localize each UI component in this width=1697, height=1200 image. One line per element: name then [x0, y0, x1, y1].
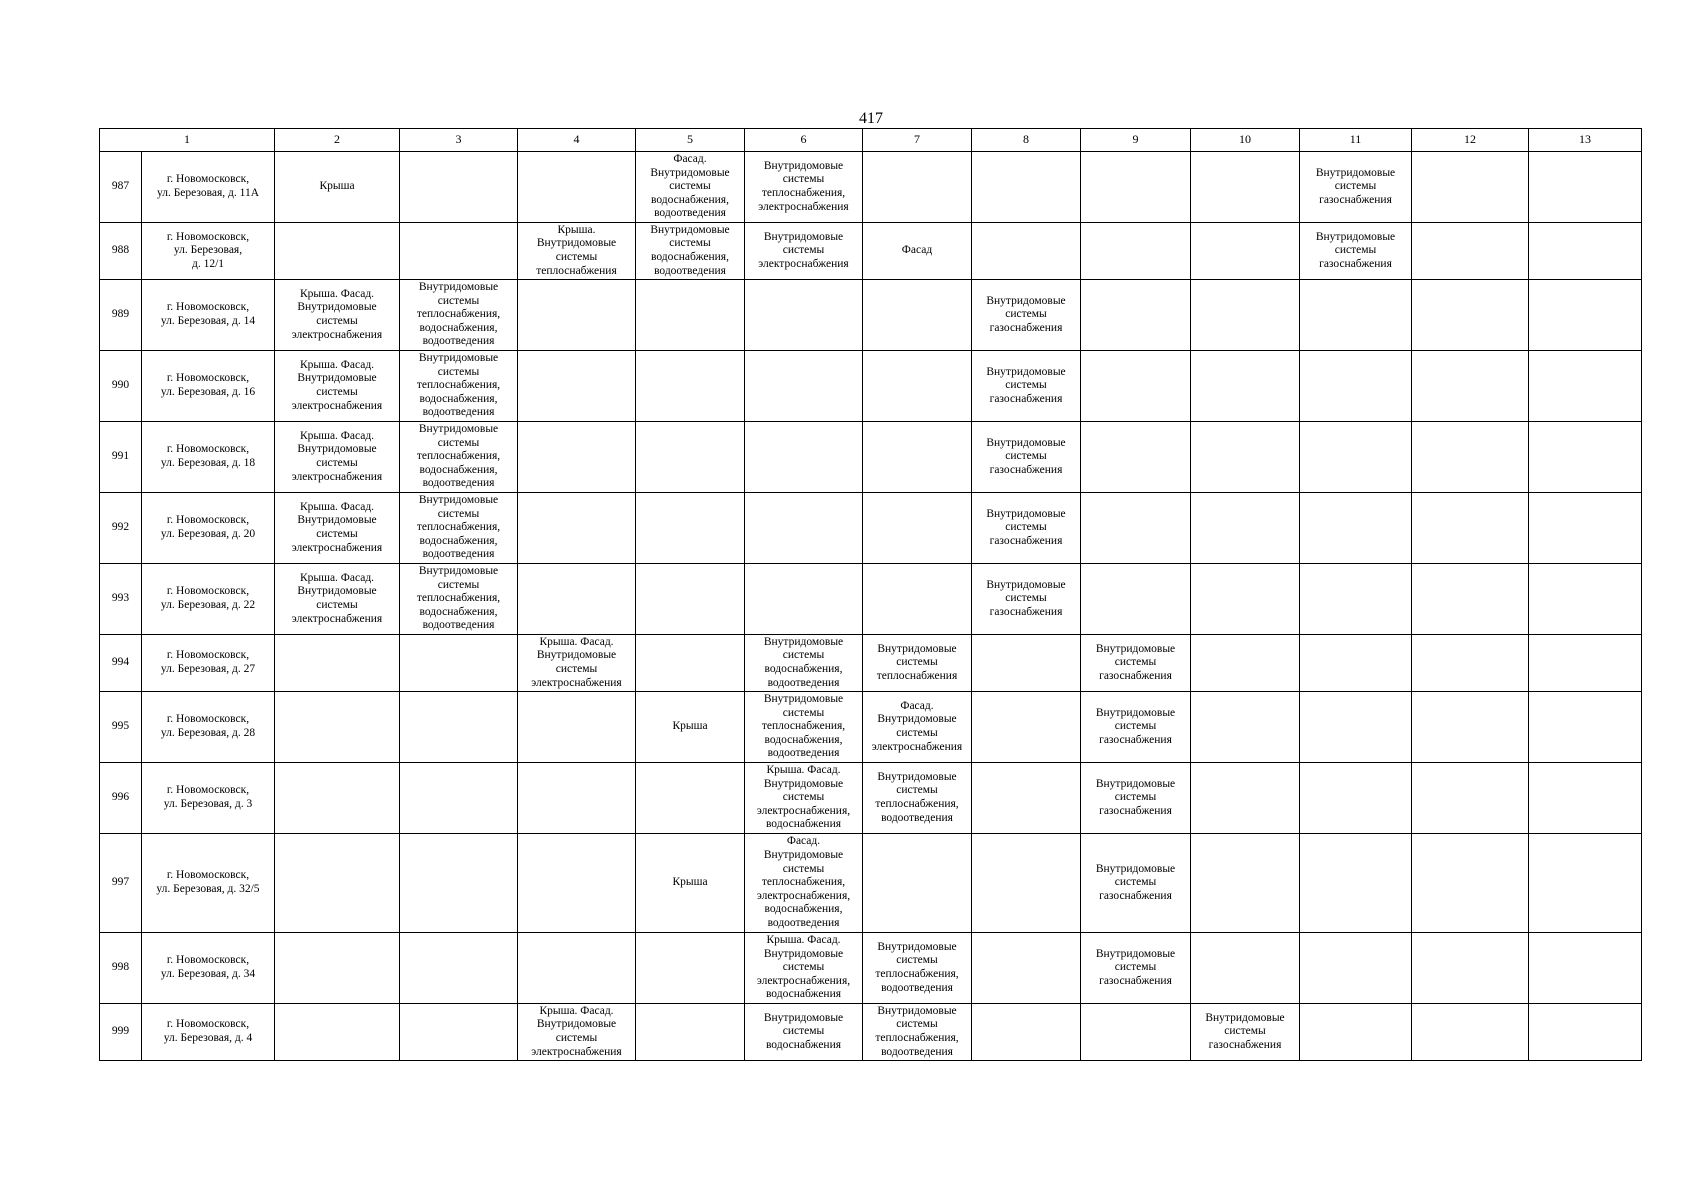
column-header: 2 [275, 129, 400, 152]
work-cell-col-5 [636, 763, 745, 834]
work-cell-col-10 [1191, 564, 1300, 635]
address-cell: г. Новомосковск, ул. Березовая, д. 18 [142, 422, 275, 493]
work-cell-col-7: Внутридомовые системы теплоснабжения, водоотведения [863, 933, 972, 1004]
work-cell-col-7 [863, 280, 972, 351]
work-cell-col-12 [1412, 152, 1529, 223]
work-cell-col-11 [1300, 422, 1412, 493]
table-row [100, 635, 1642, 692]
address-cell: г. Новомосковск, ул. Березовая, д. 32/5 [142, 834, 275, 933]
work-cell-col-10 [1191, 422, 1300, 493]
address-cell: г. Новомосковск, ул. Березовая, д. 22 [142, 564, 275, 635]
work-cell-col-4 [518, 933, 636, 1004]
work-cell-col-7: Внутридомовые системы теплоснабжения, водоотведения [863, 763, 972, 834]
row-number: 988 [100, 223, 142, 280]
work-cell-col-12 [1412, 223, 1529, 280]
address-cell: г. Новомосковск, ул. Березовая, д. 34 [142, 933, 275, 1004]
work-cell-col-5: Крыша [636, 692, 745, 763]
table-row [100, 152, 1642, 223]
work-cell-col-13 [1529, 493, 1642, 564]
address-cell: г. Новомосковск, ул. Березовая, д. 4 [142, 1004, 275, 1061]
work-cell-col-9: Внутридомовые системы газоснабжения [1081, 692, 1191, 763]
work-cell-col-9: Внутридомовые системы газоснабжения [1081, 834, 1191, 933]
work-cell-col-10 [1191, 933, 1300, 1004]
work-cell-col-7 [863, 152, 972, 223]
row-number: 991 [100, 422, 142, 493]
work-cell-col-13 [1529, 834, 1642, 933]
work-cell-col-7 [863, 351, 972, 422]
work-cell-col-13 [1529, 152, 1642, 223]
work-cell-col-10 [1191, 152, 1300, 223]
work-cell-col-13 [1529, 351, 1642, 422]
work-cell-col-12 [1412, 692, 1529, 763]
work-cell-col-10 [1191, 351, 1300, 422]
work-cell-col-4 [518, 763, 636, 834]
work-cell-col-13 [1529, 223, 1642, 280]
work-cell-col-7 [863, 834, 972, 933]
work-cell-col-12 [1412, 635, 1529, 692]
work-cell-col-4 [518, 280, 636, 351]
work-cell-col-8 [972, 933, 1081, 1004]
work-cell-col-2 [275, 635, 400, 692]
row-number: 989 [100, 280, 142, 351]
work-cell-col-9 [1081, 351, 1191, 422]
work-cell-col-2: Крыша. Фасад. Внутридомовые системы электроснабжения [275, 280, 400, 351]
work-cell-col-8: Внутридомовые системы газоснабжения [972, 351, 1081, 422]
work-cell-col-5 [636, 1004, 745, 1061]
work-cell-col-6 [745, 280, 863, 351]
work-cell-col-4: Крыша. Фасад. Внутридомовые системы электроснабжения [518, 1004, 636, 1061]
work-cell-col-8: Внутридомовые системы газоснабжения [972, 564, 1081, 635]
table-row [100, 223, 1642, 280]
work-cell-col-6: Фасад. Внутридомовые системы теплоснабжения, электроснабжения, водоснабжения, водоотведения [745, 834, 863, 933]
work-cell-col-6 [745, 351, 863, 422]
work-cell-col-12 [1412, 493, 1529, 564]
row-number: 992 [100, 493, 142, 564]
work-cell-col-6: Внутридомовые системы водоснабжения [745, 1004, 863, 1061]
table-row [100, 351, 1642, 422]
work-cell-col-2 [275, 1004, 400, 1061]
work-cell-col-4: Крыша. Фасад. Внутридомовые системы электроснабжения [518, 635, 636, 692]
work-cell-col-9 [1081, 280, 1191, 351]
work-cell-col-5 [636, 564, 745, 635]
table-row [100, 763, 1642, 834]
work-cell-col-5: Крыша [636, 834, 745, 933]
row-number: 990 [100, 351, 142, 422]
work-cell-col-2 [275, 763, 400, 834]
column-header: 7 [863, 129, 972, 152]
work-cell-col-3: Внутридомовые системы теплоснабжения, водоснабжения, водоотведения [400, 422, 518, 493]
work-cell-col-7: Внутридомовые системы теплоснабжения [863, 635, 972, 692]
work-cell-col-13 [1529, 635, 1642, 692]
work-cell-col-6 [745, 493, 863, 564]
column-header: 8 [972, 129, 1081, 152]
work-cell-col-4 [518, 493, 636, 564]
work-cell-col-11 [1300, 635, 1412, 692]
work-cell-col-11: Внутридомовые системы газоснабжения [1300, 223, 1412, 280]
address-cell: г. Новомосковск, ул. Березовая, д. 11А [142, 152, 275, 223]
work-cell-col-13 [1529, 933, 1642, 1004]
work-cell-col-7: Внутридомовые системы теплоснабжения, водоотведения [863, 1004, 972, 1061]
row-number: 995 [100, 692, 142, 763]
work-cell-col-13 [1529, 564, 1642, 635]
work-cell-col-12 [1412, 763, 1529, 834]
work-cell-col-6: Внутридомовые системы теплоснабжения, электроснабжения [745, 152, 863, 223]
work-cell-col-6: Внутридомовые системы электроснабжения [745, 223, 863, 280]
work-cell-col-8: Внутридомовые системы газоснабжения [972, 422, 1081, 493]
work-cell-col-12 [1412, 564, 1529, 635]
column-header: 10 [1191, 129, 1300, 152]
work-cell-col-8 [972, 692, 1081, 763]
table-row [100, 933, 1642, 1004]
work-cell-col-6: Внутридомовые системы водоснабжения, водоотведения [745, 635, 863, 692]
work-cell-col-2 [275, 834, 400, 933]
work-cell-col-4 [518, 692, 636, 763]
work-cell-col-8 [972, 152, 1081, 223]
work-cell-col-11 [1300, 280, 1412, 351]
work-cell-col-6: Внутридомовые системы теплоснабжения, водоснабжения, водоотведения [745, 692, 863, 763]
work-cell-col-6 [745, 422, 863, 493]
work-cell-col-10: Внутридомовые системы газоснабжения [1191, 1004, 1300, 1061]
column-header: 5 [636, 129, 745, 152]
work-cell-col-13 [1529, 422, 1642, 493]
work-cell-col-3 [400, 834, 518, 933]
work-cell-col-2: Крыша. Фасад. Внутридомовые системы электроснабжения [275, 493, 400, 564]
work-cell-col-5: Фасад. Внутридомовые системы водоснабжения, водоотведения [636, 152, 745, 223]
work-cell-col-10 [1191, 493, 1300, 564]
work-cell-col-12 [1412, 422, 1529, 493]
work-cell-col-7: Фасад. Внутридомовые системы электроснабжения [863, 692, 972, 763]
table-row [100, 422, 1642, 493]
work-cell-col-4 [518, 351, 636, 422]
work-cell-col-11 [1300, 564, 1412, 635]
table-row [100, 493, 1642, 564]
work-cell-col-2 [275, 933, 400, 1004]
work-cell-col-8 [972, 635, 1081, 692]
work-cell-col-8: Внутридомовые системы газоснабжения [972, 493, 1081, 564]
work-cell-col-11 [1300, 933, 1412, 1004]
address-cell: г. Новомосковск, ул. Березовая, д. 16 [142, 351, 275, 422]
address-cell: г. Новомосковск, ул. Березовая, д. 27 [142, 635, 275, 692]
row-number: 994 [100, 635, 142, 692]
address-cell: г. Новомосковск, ул. Березовая, д. 3 [142, 763, 275, 834]
work-cell-col-12 [1412, 351, 1529, 422]
work-cell-col-4 [518, 834, 636, 933]
work-cell-col-9: Внутридомовые системы газоснабжения [1081, 763, 1191, 834]
work-cell-col-12 [1412, 1004, 1529, 1061]
column-header: 6 [745, 129, 863, 152]
address-cell: г. Новомосковск, ул. Березовая, д. 14 [142, 280, 275, 351]
work-cell-col-7 [863, 422, 972, 493]
work-cell-col-3 [400, 1004, 518, 1061]
work-cell-col-9 [1081, 1004, 1191, 1061]
work-cell-col-5 [636, 933, 745, 1004]
page-number: 417 [859, 110, 883, 127]
work-cell-col-9 [1081, 422, 1191, 493]
work-cell-col-13 [1529, 1004, 1642, 1061]
work-cell-col-9 [1081, 564, 1191, 635]
work-cell-col-4: Крыша. Внутридомовые системы теплоснабжения [518, 223, 636, 280]
work-cell-col-8 [972, 223, 1081, 280]
work-cell-col-4 [518, 564, 636, 635]
work-cell-col-12 [1412, 834, 1529, 933]
work-cell-col-2: Крыша. Фасад. Внутридомовые системы электроснабжения [275, 422, 400, 493]
work-cell-col-11 [1300, 763, 1412, 834]
work-cell-col-6: Крыша. Фасад. Внутридомовые системы электроснабжения, водоснабжения [745, 933, 863, 1004]
work-cell-col-3 [400, 223, 518, 280]
work-cell-col-11 [1300, 351, 1412, 422]
row-number: 987 [100, 152, 142, 223]
work-cell-col-3 [400, 692, 518, 763]
work-cell-col-3 [400, 152, 518, 223]
repair-schedule-table [99, 128, 1642, 1061]
work-cell-col-3 [400, 763, 518, 834]
work-cell-col-11: Внутридомовые системы газоснабжения [1300, 152, 1412, 223]
work-cell-col-3: Внутридомовые системы теплоснабжения, водоснабжения, водоотведения [400, 280, 518, 351]
work-cell-col-12 [1412, 280, 1529, 351]
work-cell-col-3 [400, 635, 518, 692]
work-cell-col-5 [636, 351, 745, 422]
work-cell-col-2: Крыша. Фасад. Внутридомовые системы электроснабжения [275, 351, 400, 422]
row-number: 998 [100, 933, 142, 1004]
address-cell: г. Новомосковск, ул. Березовая, д. 20 [142, 493, 275, 564]
column-header: 9 [1081, 129, 1191, 152]
work-cell-col-10 [1191, 635, 1300, 692]
work-cell-col-2 [275, 692, 400, 763]
row-number: 996 [100, 763, 142, 834]
column-header: 11 [1300, 129, 1412, 152]
work-cell-col-6: Крыша. Фасад. Внутридомовые системы электроснабжения, водоснабжения [745, 763, 863, 834]
work-cell-col-13 [1529, 763, 1642, 834]
work-cell-col-4 [518, 152, 636, 223]
work-cell-col-5 [636, 280, 745, 351]
work-cell-col-10 [1191, 692, 1300, 763]
work-cell-col-9: Внутридомовые системы газоснабжения [1081, 933, 1191, 1004]
work-cell-col-9 [1081, 493, 1191, 564]
row-number: 999 [100, 1004, 142, 1061]
column-header: 3 [400, 129, 518, 152]
column-header: 12 [1412, 129, 1529, 152]
work-cell-col-5 [636, 635, 745, 692]
table-row [100, 692, 1642, 763]
work-cell-col-8 [972, 1004, 1081, 1061]
work-cell-col-11 [1300, 1004, 1412, 1061]
work-cell-col-7: Фасад [863, 223, 972, 280]
address-cell: г. Новомосковск, ул. Березовая, д. 12/1 [142, 223, 275, 280]
address-cell: г. Новомосковск, ул. Березовая, д. 28 [142, 692, 275, 763]
work-cell-col-2: Крыша. Фасад. Внутридомовые системы электроснабжения [275, 564, 400, 635]
work-cell-col-11 [1300, 692, 1412, 763]
work-cell-col-8 [972, 763, 1081, 834]
work-cell-col-12 [1412, 933, 1529, 1004]
work-cell-col-13 [1529, 692, 1642, 763]
work-cell-col-5 [636, 422, 745, 493]
work-cell-col-13 [1529, 280, 1642, 351]
table-row [100, 564, 1642, 635]
work-cell-col-6 [745, 564, 863, 635]
work-cell-col-8: Внутридомовые системы газоснабжения [972, 280, 1081, 351]
work-cell-col-11 [1300, 493, 1412, 564]
table-row [100, 834, 1642, 933]
work-cell-col-3: Внутридомовые системы теплоснабжения, водоснабжения, водоотведения [400, 493, 518, 564]
work-cell-col-7 [863, 493, 972, 564]
work-cell-col-10 [1191, 223, 1300, 280]
work-cell-col-10 [1191, 763, 1300, 834]
work-cell-col-4 [518, 422, 636, 493]
column-number-row [100, 129, 1642, 152]
work-cell-col-10 [1191, 280, 1300, 351]
work-cell-col-9: Внутридомовые системы газоснабжения [1081, 635, 1191, 692]
column-header: 13 [1529, 129, 1642, 152]
work-cell-col-2 [275, 223, 400, 280]
table-row [100, 1004, 1642, 1061]
work-cell-col-8 [972, 834, 1081, 933]
work-cell-col-3 [400, 933, 518, 1004]
work-cell-col-5 [636, 493, 745, 564]
work-cell-col-2: Крыша [275, 152, 400, 223]
column-header: 4 [518, 129, 636, 152]
column-header: 1 [100, 129, 275, 152]
work-cell-col-10 [1191, 834, 1300, 933]
work-cell-col-3: Внутридомовые системы теплоснабжения, водоснабжения, водоотведения [400, 351, 518, 422]
work-cell-col-5: Внутридомовые системы водоснабжения, водоотведения [636, 223, 745, 280]
row-number: 997 [100, 834, 142, 933]
work-cell-col-3: Внутридомовые системы теплоснабжения, водоснабжения, водоотведения [400, 564, 518, 635]
table-row [100, 280, 1642, 351]
row-number: 993 [100, 564, 142, 635]
work-cell-col-9 [1081, 152, 1191, 223]
work-cell-col-9 [1081, 223, 1191, 280]
work-cell-col-11 [1300, 834, 1412, 933]
work-cell-col-7 [863, 564, 972, 635]
